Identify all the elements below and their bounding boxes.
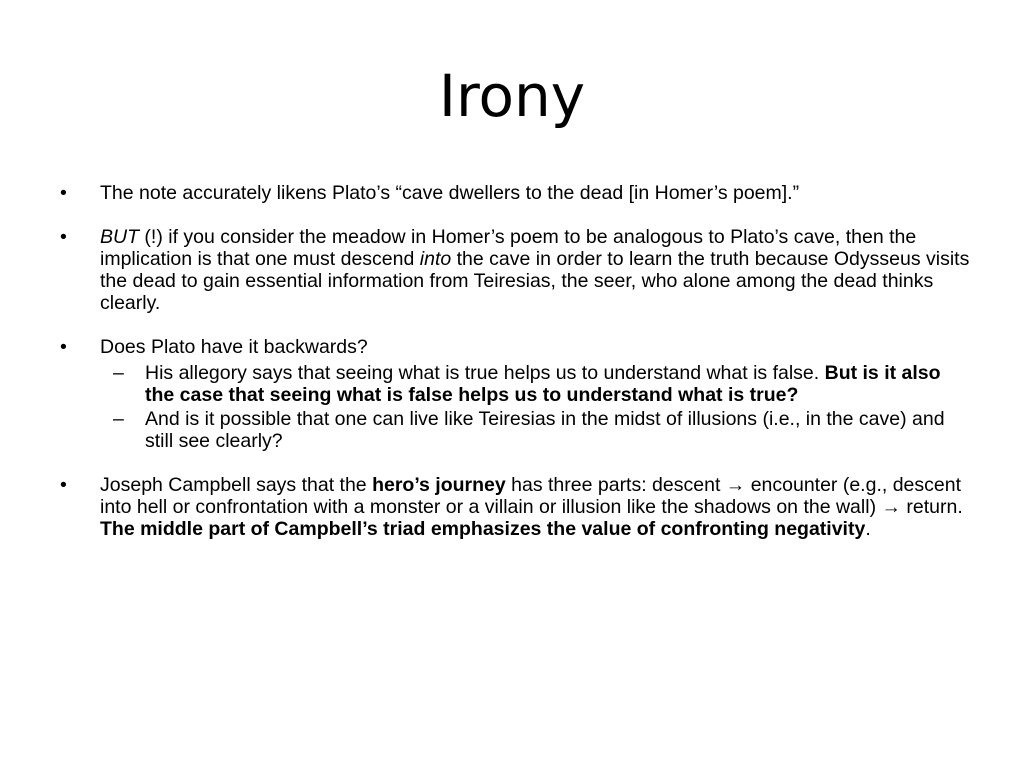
bullet-text: The note accurately likens Plato’s “cave dwellers to the dead [in Homer’s poem].”: [100, 182, 800, 204]
bullet-bold-text: hero’s journey: [372, 474, 506, 496]
bullet-italic-lead: BUT: [100, 226, 139, 248]
bullet-icon: •: [60, 226, 67, 248]
bullet-text: (!) if you consider the meadow in Homer’s poem to be analogous to Plato’s cave, then the implication is that one must descend: [100, 226, 917, 270]
bullet-italic-word: into: [419, 248, 452, 270]
sub-bold-text: But is it also the case that seeing what is false helps us to understand what is true?: [145, 362, 941, 406]
bullet-item-1: [60, 182, 972, 204]
arrow-right-icon: →: [725, 474, 746, 496]
arrow-right-icon: →: [881, 496, 901, 518]
bullet-text: encounter (e.g., descent into hell or confrontation with a monster or a villain or illusion like the shadows on the wall): [100, 474, 961, 518]
bullet-item-3: [60, 336, 972, 452]
sub-text: And is it possible that one can live like Teiresias in the midst of illusions (i.e., in the cave) and still see clearly?: [145, 408, 945, 452]
bullet-text: has three parts: descent: [505, 474, 726, 496]
bullet-icon: •: [60, 336, 67, 358]
bullet-text: Joseph Campbell says that the: [100, 474, 373, 496]
dash-icon: –: [113, 408, 124, 430]
bullet-item-4: [60, 474, 972, 540]
bullet-item-2: [60, 226, 972, 314]
sub-item-1: [100, 362, 972, 406]
bullet-icon: •: [60, 182, 67, 204]
bullet-text: the cave in order to learn the truth because Odysseus visits the dead to gain essential information from Teiresias, the seer, who alone among the dead thinks clearly.: [100, 248, 970, 314]
slide-title: Irony: [438, 62, 586, 130]
sub-list: [100, 362, 972, 452]
bullet-text: .: [865, 518, 871, 540]
bullet-bold-text: The middle part of Campbell’s triad emphasizes the value of confronting negativity: [100, 518, 866, 540]
bullet-icon: •: [60, 474, 67, 496]
sub-text: His allegory says that seeing what is true helps us to understand what is false.: [145, 362, 825, 384]
bullet-text: return.: [900, 496, 963, 518]
slide-body: [60, 182, 972, 562]
bullet-text: Does Plato have it backwards?: [100, 336, 368, 358]
sub-item-2: [100, 408, 972, 452]
dash-icon: –: [113, 362, 124, 384]
